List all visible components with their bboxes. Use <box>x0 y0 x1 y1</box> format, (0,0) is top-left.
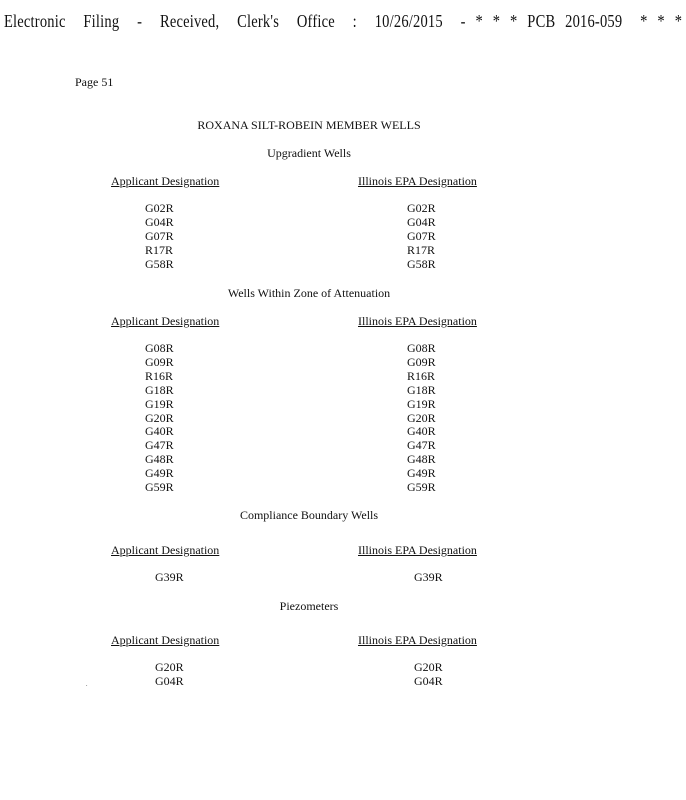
section-title-piezometers: Piezometers <box>279 599 339 613</box>
well-id: G19R <box>145 396 174 411</box>
well-id: G04R <box>155 673 184 688</box>
well-id: G04R <box>407 214 436 229</box>
well-id: R16R <box>145 368 174 383</box>
well-id: G49R <box>407 466 436 481</box>
applicant-well-list <box>155 571 184 585</box>
well-id: G04R <box>145 214 174 229</box>
well-id: G47R <box>145 438 174 453</box>
illinois-column-header: Illinois EPA Designation <box>358 174 477 188</box>
well-id: G49R <box>145 466 174 481</box>
document-title: ROXANA SILT-ROBEIN MEMBER WELLS <box>197 118 421 132</box>
well-id: G39R <box>414 570 443 584</box>
applicant-column-header: Applicant Designation <box>111 314 220 328</box>
well-id: G20R <box>145 410 174 425</box>
section-title-zone-of-attenuation: Wells Within Zone of Attenuation <box>227 286 391 300</box>
section-title-upgradient: Upgradient Wells <box>267 146 351 160</box>
well-id: G07R <box>407 228 436 243</box>
well-id: R17R <box>407 242 436 257</box>
applicant-column-header: Applicant Designation <box>111 543 220 557</box>
well-id: G18R <box>407 382 436 397</box>
applicant-column-header: Applicant Designation <box>111 174 220 188</box>
header-date: 10/26/2015 <box>374 12 443 32</box>
well-id: G40R <box>145 424 174 439</box>
filing-header <box>0 12 683 33</box>
well-id: G02R <box>407 201 436 215</box>
well-id: G59R <box>145 480 174 495</box>
illinois-well-list <box>414 661 443 689</box>
header-word: : <box>352 12 357 32</box>
illinois-well-list <box>414 571 443 585</box>
scan-speck: . <box>86 682 88 688</box>
illinois-column-header: Illinois EPA Designation <box>358 543 477 557</box>
header-word: Filing <box>83 12 120 32</box>
well-id: G19R <box>407 396 436 411</box>
illinois-column-header: Illinois EPA Designation <box>358 314 477 328</box>
well-id: G04R <box>414 673 443 688</box>
header-word: Clerk's <box>237 12 280 32</box>
header-stars: * * * <box>640 12 683 32</box>
page-number: Page 51 <box>75 75 114 89</box>
well-id: G08R <box>407 341 436 355</box>
header-word: Received, <box>159 12 220 32</box>
well-id: G09R <box>145 354 174 369</box>
applicant-well-list <box>145 342 174 495</box>
well-id: G58R <box>407 256 436 271</box>
well-id: G18R <box>145 382 174 397</box>
well-id: G40R <box>407 424 436 439</box>
well-id: G02R <box>145 201 174 215</box>
illinois-column-header: Illinois EPA Designation <box>358 633 477 647</box>
header-word: Electronic <box>4 12 66 32</box>
well-id: G20R <box>407 410 436 425</box>
applicant-well-list <box>145 202 174 272</box>
well-id: G39R <box>155 570 184 584</box>
well-id: G09R <box>407 354 436 369</box>
well-id: G07R <box>145 228 174 243</box>
header-case-number: - * * * PCB 2016-059 <box>460 12 623 32</box>
well-id: G08R <box>145 341 174 355</box>
well-id: R17R <box>145 242 174 257</box>
illinois-well-list <box>407 342 436 495</box>
well-id: G48R <box>407 452 436 467</box>
well-id: G20R <box>155 660 184 674</box>
header-word: - <box>137 12 143 32</box>
well-id: G58R <box>145 256 174 271</box>
header-word: Office <box>296 12 335 32</box>
well-id: G48R <box>145 452 174 467</box>
well-id: G20R <box>414 660 443 674</box>
applicant-well-list <box>155 661 184 689</box>
applicant-column-header: Applicant Designation <box>111 633 220 647</box>
well-id: R16R <box>407 368 436 383</box>
well-id: G47R <box>407 438 436 453</box>
illinois-well-list <box>407 202 436 272</box>
well-id: G59R <box>407 480 436 495</box>
section-title-compliance-boundary: Compliance Boundary Wells <box>239 508 379 522</box>
